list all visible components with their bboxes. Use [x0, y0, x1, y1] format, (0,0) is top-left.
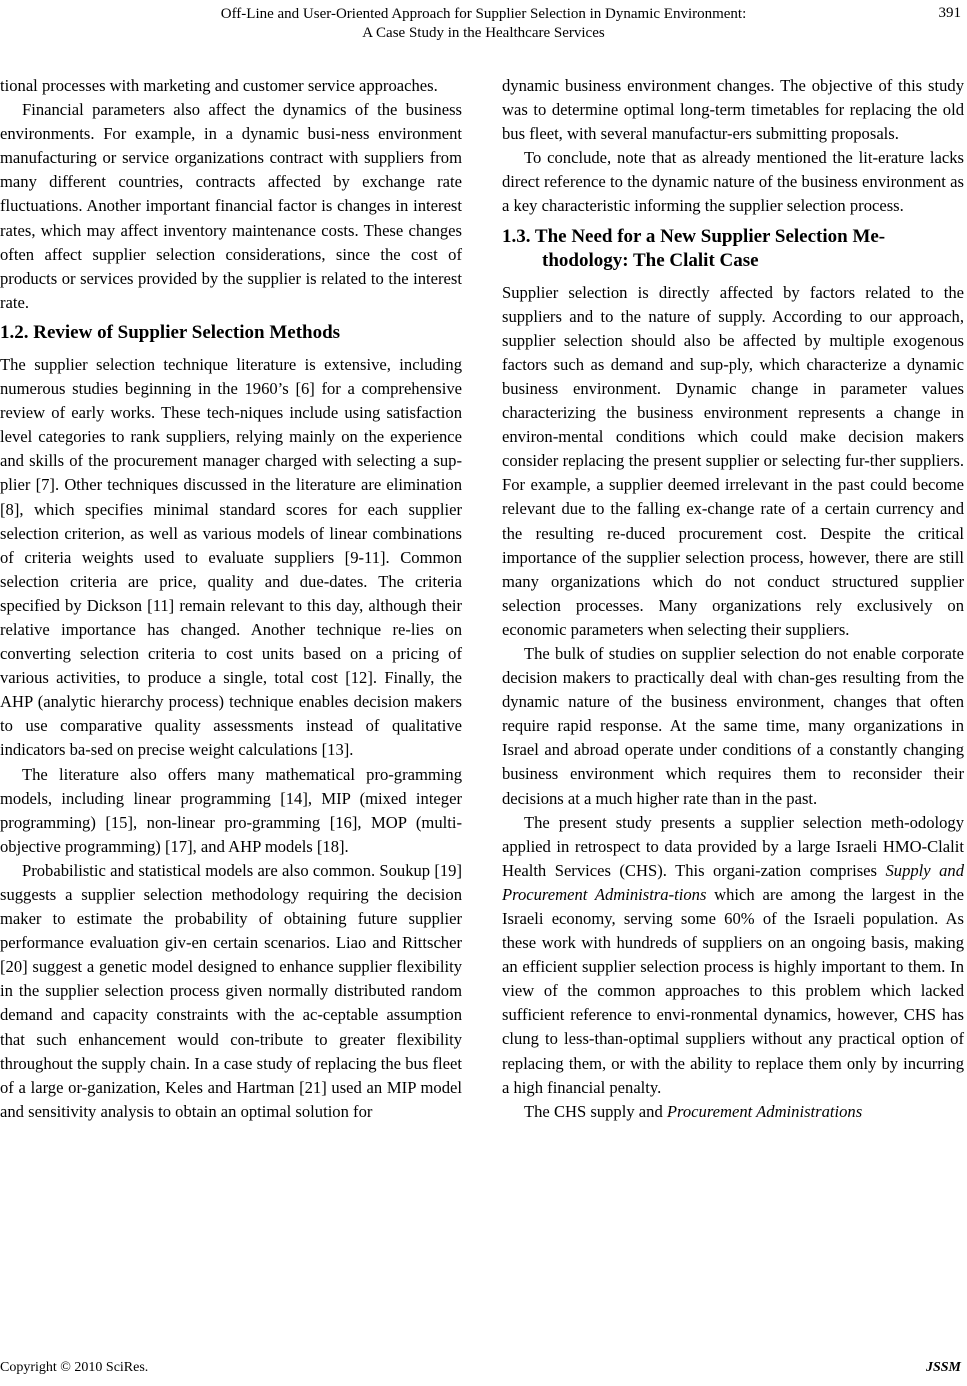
journal-abbrev: JSSM — [925, 1360, 961, 1375]
paragraph: Supplier selection is directly affected by factors related to the suppliers and to the nature of supply. According to our approach, supplier selection should also be affected by multiple exogenous factors such as demand and sup-ply, which characterize a dynamic business environment. Dynamic change in parameter values characterizing the business environment represents a change in environ-mental conditions which could make decision makers consider replacing the present supplier or selecting fur-ther suppliers. For example, a supplier deemed irrelevant in the past could become relevant due to the falling ex-change rate of a certain currency and the resulting re-duced procurement cost. Despite the critical importance of the supplier selection process, however, there are still many organizations which do not conduct structured supplier selection processes. Many organizations rely exclusively on economic parameters when selecting their suppliers. — [502, 282, 964, 639]
paragraph — [502, 811, 964, 1100]
paragraph: The bulk of studies on supplier selection do not enable corporate decision makers to practically deal with chan-ges resulting from the dynamic nature of the business environment, changes that often require rapid response. At the same time, many organizations in Israel and abroad operate under conditions of a constantly changing business environment which requires them to reconsider their decisions at a much higher rate than in the past. — [502, 643, 964, 808]
paragraph: dynamic business environment changes. The objective of this study was to determine optimal long-term timetables for replacing the old bus fleet, with several manufactur-ers submitting proposals. — [502, 76, 964, 144]
paragraph: Financial parameters also affect the dynamics of the business environments. For example, in a dynamic busi-ness environment manufacturing or service organizations contract with suppliers from many different countries, contracts affected by exchange rate fluctuations. Another important financial factor is changes in interest rates, which may affect inventory maintenance costs. These changes often affect supplier selection considerations, since the cost of products or services provided by the supplier is related to the interest rate. — [0, 100, 462, 312]
section-heading-1-2: 1.2. Review of Supplier Selection Methods — [0, 321, 341, 343]
header-line-2: A Case Study in the Healthcare Services — [362, 25, 605, 41]
paragraph: tional processes with marketing and customer service approaches. — [0, 76, 438, 95]
paragraph — [502, 1100, 964, 1124]
text-run: The present study presents a supplier selection meth-odology applied in retrospect to data provided by a large Israeli HMO-Clalit Health Services (CHS). This organi-zation comprises — [502, 812, 964, 880]
paragraph: The supplier selection technique literature is extensive, including numerous studies beginning in the 1960’s [6] for a comprehensive review of early works. These tech-niques include using satisfaction level categories to rank suppliers, relying mainly on the experience and skills of the procurement manager charged with selecting a sup-plier [7]. Other techniques discussed in the literature are elimination [8], which specifies minimal standard scores for each supplier selection criterion, as well as various models of linear combinations of criteria weights used to evaluate suppliers [9-11]. Common selection criteria are price, quality and due-dates. The criteria specified by Dickson [11] remain relevant to this day, although their relative importance has changed. Another technique re-lies on converting selection criteria to cost units based on a pricing of various activities, to produce a single, total cost [12]. Finally, the AHP (analytic hierarchy process) technique enables decision makers to use comparative quality assessments instead of qualitative indicators ba-sed on precise weight calculations [13]. — [0, 354, 462, 760]
left-column — [0, 74, 462, 1124]
text-run: which are among the largest in the Israeli economy, serving some 60% of the Israeli population. As these work with hundreds of suppliers on an ongoing basis, making an efficient supplier selection process is highly important to them. In view of the common approaches to this problem which lacked sufficient reference to envi-ronmental dynamics, however, CHS has clung to less-than-optimal suppliers without any practical option of replacing them, or with the ability to replace them only by incurring a high financial penalty. — [502, 884, 964, 1097]
running-header — [0, 5, 967, 43]
paragraph: The literature also offers many mathematical pro-gramming models, including linear programming [14], MIP (mixed integer programming) [15], non-linear pro-gramming [16], MOP (multi-objective programming) [17], and AHP models [18]. — [0, 764, 462, 856]
header-line-1: Off-Line and User-Oriented Approach for Supplier Selection in Dynamic Environment: — [220, 6, 747, 22]
emphasis: Procurement Administrations — [666, 1101, 863, 1121]
copyright-notice: Copyright © 2010 SciRes. — [0, 1360, 149, 1375]
section-heading-1-3: 1.3. The Need for a New Supplier Selection Me-thodology: The Clalit Case — [502, 225, 886, 271]
paragraph: Probabilistic and statistical models are also common. Soukup [19] suggests a supplier selection methodology requiring the decision maker to estimate the probability of obtaining future supplier performance evaluation giv-en certain scenarios. Liao and Rittscher [20] suggest a genetic model designed to enhance supplier flexibility in the supplier selection process given normally distributed random demand and capacity constraints with the ac-ceptable assumption that such enhancement would con-tribute to greater flexibility throughout the supply chain. In a case study of replacing the bus fleet of a large or-ganization, Keles and Hartman [21] used an MIP model and sensitivity analysis to obtain an optimal solution for — [0, 860, 462, 1121]
text-run: The CHS supply and — [524, 1101, 667, 1121]
paragraph: To conclude, note that as already mentioned the lit-erature lacks direct reference to the dynamic nature of the business environment as a key characteristic informing the supplier selection process. — [502, 148, 964, 216]
emphasis: Supply and Procurement Administra-tions — [502, 860, 965, 904]
right-column — [502, 74, 964, 1124]
page-number: 391 — [938, 5, 961, 21]
